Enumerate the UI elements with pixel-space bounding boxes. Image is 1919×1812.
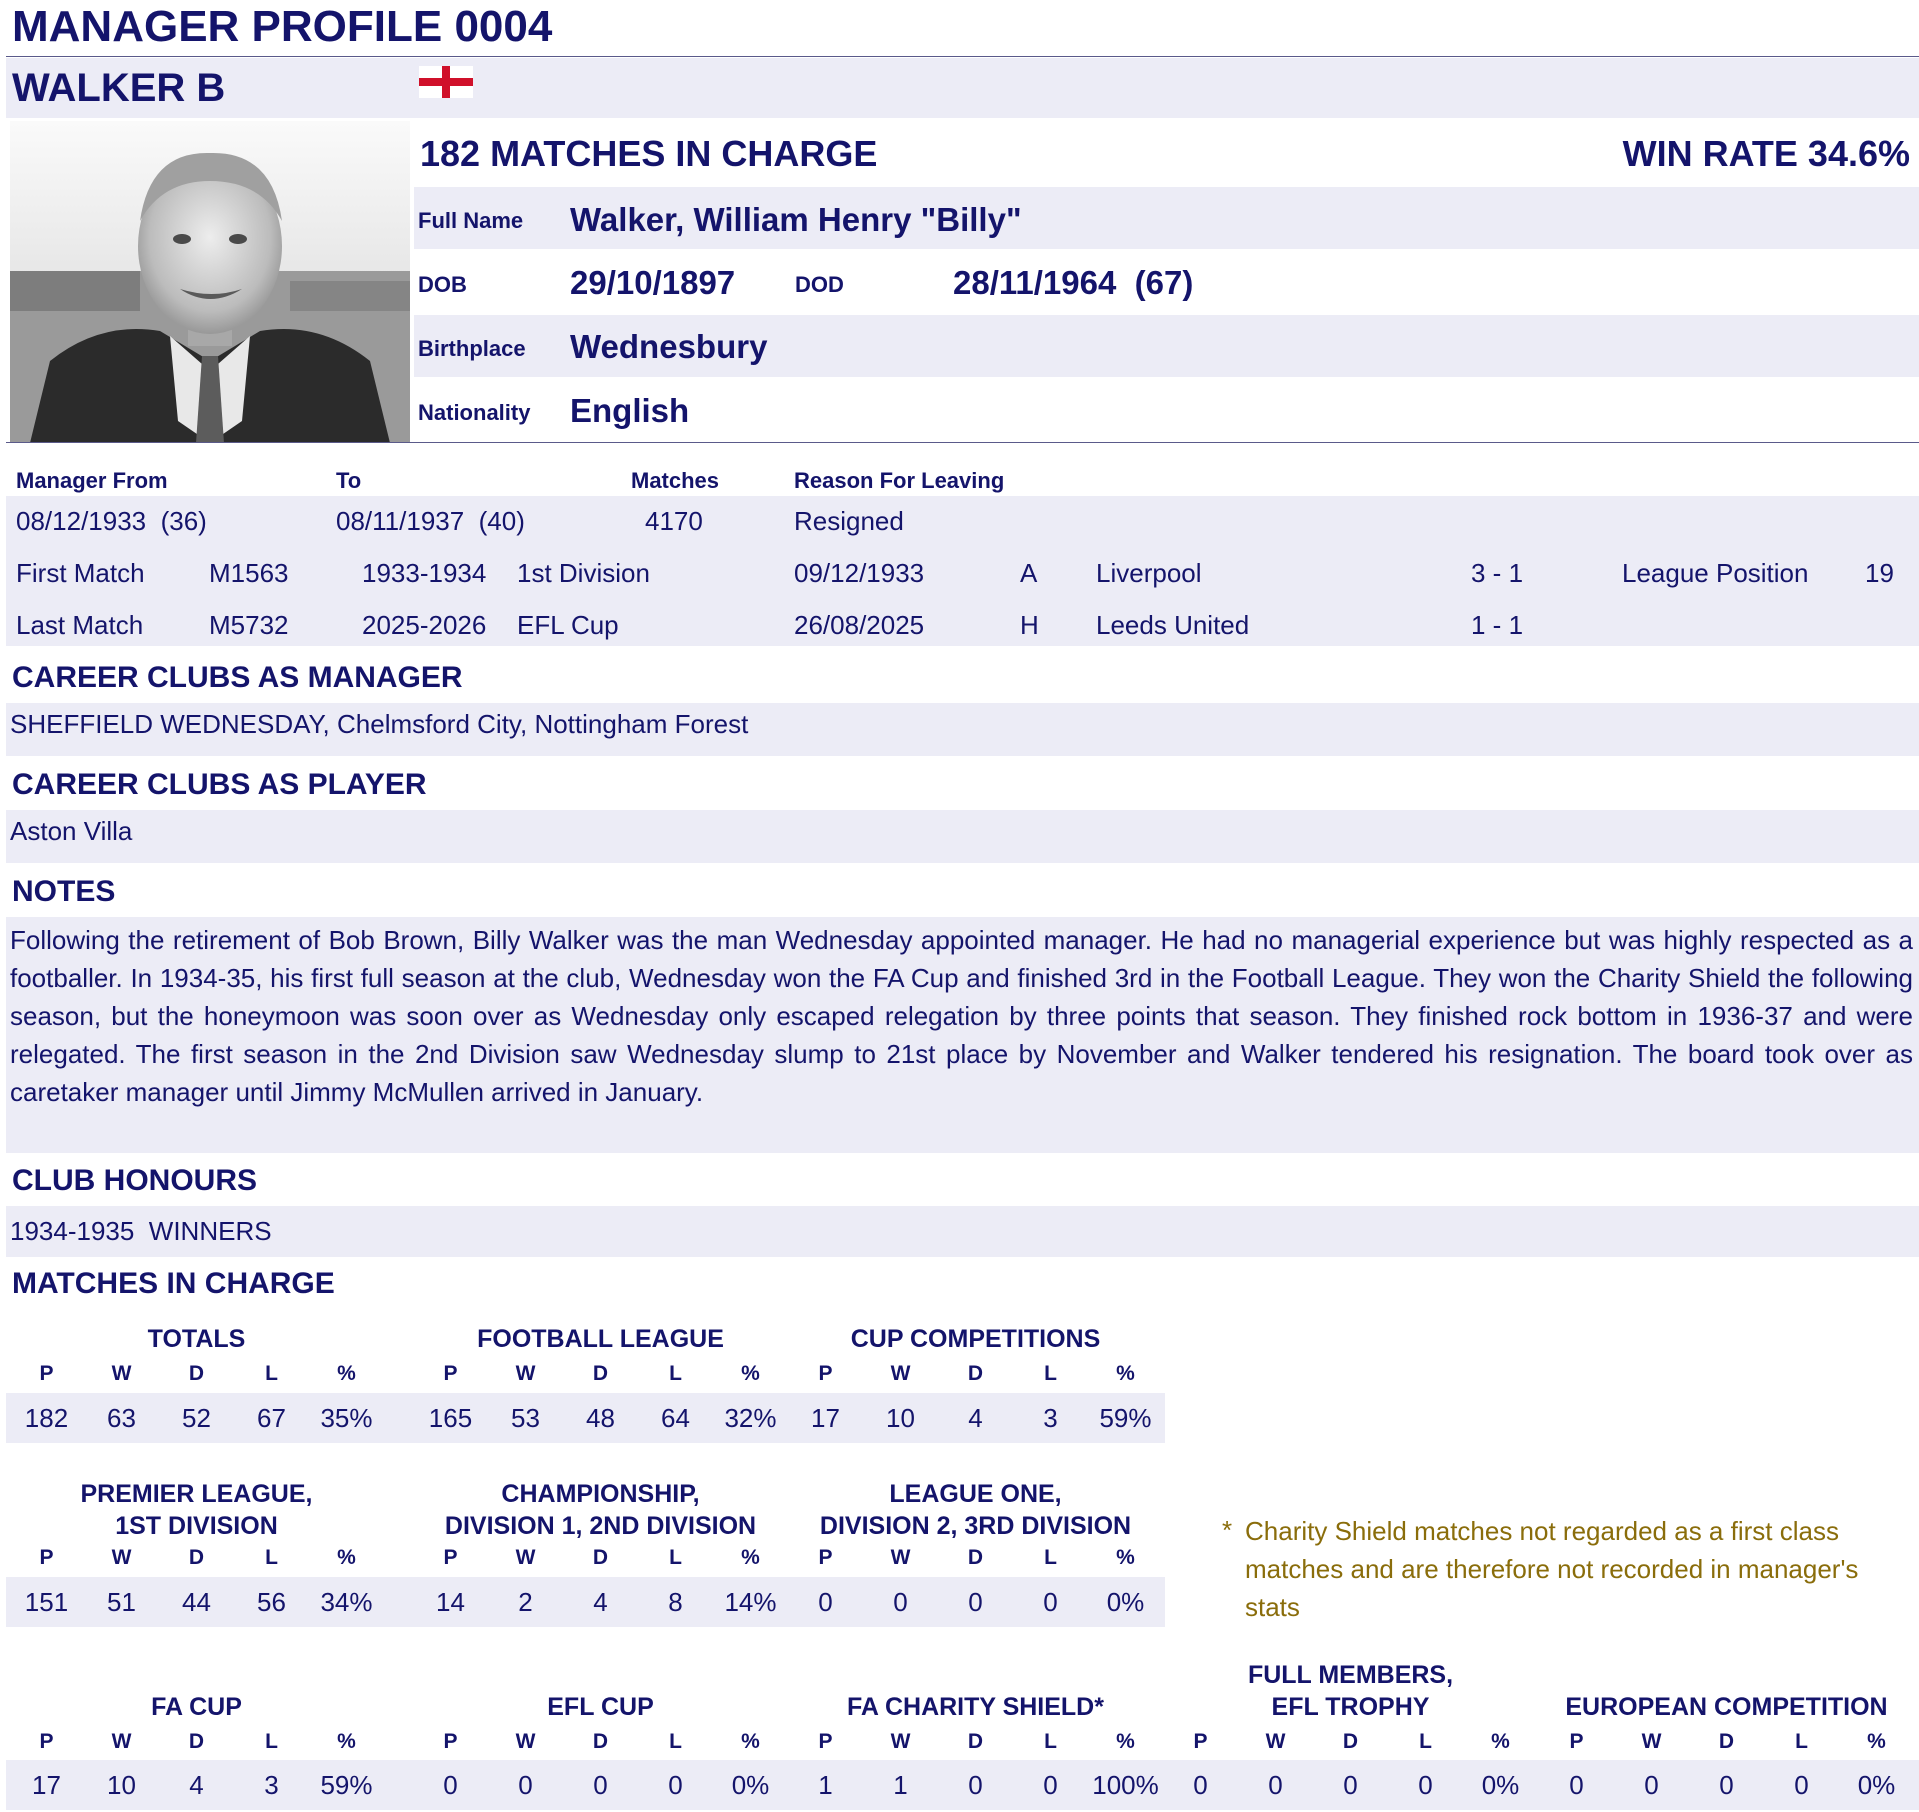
stat-col-header: W bbox=[111, 1730, 132, 1753]
notes-title: NOTES bbox=[12, 875, 116, 908]
stat-value: 17 bbox=[32, 1770, 61, 1800]
page-title: MANAGER PROFILE 0004 bbox=[12, 2, 553, 51]
stat-value: 0% bbox=[1857, 1770, 1896, 1800]
stat-col-header: P bbox=[1569, 1730, 1584, 1753]
stat-value: 0% bbox=[1481, 1770, 1520, 1800]
stat-value: 0 bbox=[443, 1770, 458, 1800]
stat-value: 3 bbox=[264, 1770, 279, 1800]
last-match-competition: EFL Cup bbox=[517, 610, 619, 640]
stat-col-header: P bbox=[39, 1730, 54, 1753]
stat-value: 1 bbox=[893, 1770, 908, 1800]
stat-value: 0 bbox=[1719, 1770, 1734, 1800]
honours-title: CLUB HONOURS bbox=[12, 1164, 257, 1197]
stat-col-header: W bbox=[515, 1362, 536, 1385]
last-match-label: Last Match bbox=[16, 610, 144, 640]
stat-col-header: % bbox=[337, 1546, 356, 1569]
title-divider bbox=[6, 56, 1919, 57]
stat-col-header: P bbox=[818, 1362, 833, 1385]
stat-col-header: P bbox=[818, 1730, 833, 1753]
stat-value: 63 bbox=[107, 1403, 136, 1433]
career-player-clubs: Aston Villa bbox=[10, 816, 133, 846]
honours-band bbox=[6, 1206, 1919, 1257]
tenure-from: 08/12/1933 (36) bbox=[16, 506, 207, 536]
stat-block-title: DIVISION 1, 2ND DIVISION bbox=[444, 1512, 757, 1540]
stat-value: 0 bbox=[818, 1587, 833, 1617]
last-match-opponent: Leeds United bbox=[1096, 610, 1250, 640]
stat-col-header: % bbox=[1116, 1546, 1135, 1569]
stat-col-header: L bbox=[1044, 1730, 1057, 1753]
full-name-label: Full Name bbox=[418, 208, 524, 233]
stat-col-header: P bbox=[39, 1546, 54, 1569]
stat-value: 53 bbox=[511, 1403, 540, 1433]
stat-value: 182 bbox=[24, 1403, 69, 1433]
stat-col-header: W bbox=[1265, 1730, 1286, 1753]
stat-block-title: DIVISION 2, 3RD DIVISION bbox=[819, 1512, 1132, 1540]
stat-block-title-line1: FULL MEMBERS, bbox=[1247, 1661, 1454, 1689]
league-position-value: 19 bbox=[1865, 558, 1894, 588]
stat-value: 4 bbox=[189, 1770, 204, 1800]
first-match-opponent: Liverpool bbox=[1096, 558, 1202, 588]
profile-divider bbox=[6, 442, 1919, 443]
stat-value: 17 bbox=[811, 1403, 840, 1433]
tenure-header-matches: Matches bbox=[631, 468, 720, 493]
stat-col-header: D bbox=[967, 1362, 984, 1385]
stat-block-title: EFL TROPHY bbox=[1271, 1693, 1430, 1721]
stat-col-header: L bbox=[1044, 1362, 1057, 1385]
last-match-score: 1 - 1 bbox=[1471, 610, 1524, 640]
tenure-header-to: To bbox=[336, 468, 362, 493]
stat-col-header: D bbox=[188, 1546, 205, 1569]
stat-col-header: W bbox=[515, 1546, 536, 1569]
stat-col-header: % bbox=[1116, 1730, 1135, 1753]
win-rate-headline: WIN RATE 34.6% bbox=[1622, 133, 1910, 174]
first-match-label: First Match bbox=[16, 558, 145, 588]
stat-block-title: CUP COMPETITIONS bbox=[850, 1325, 1101, 1353]
stat-col-header: D bbox=[967, 1546, 984, 1569]
dod-value: 28/11/1964 (67) bbox=[953, 264, 1194, 301]
stat-value: 67 bbox=[257, 1403, 286, 1433]
stat-value: 14 bbox=[436, 1587, 465, 1617]
stat-col-header: W bbox=[1641, 1730, 1662, 1753]
stat-col-header: % bbox=[1116, 1362, 1135, 1385]
stat-value: 0% bbox=[1106, 1587, 1145, 1617]
stat-value: 0 bbox=[1043, 1770, 1058, 1800]
stat-block-title: FA CHARITY SHIELD* bbox=[847, 1693, 1104, 1721]
stat-col-header: D bbox=[1342, 1730, 1359, 1753]
career-player-title: CAREER CLUBS AS PLAYER bbox=[12, 768, 427, 801]
stat-col-header: % bbox=[741, 1546, 760, 1569]
stat-col-header: D bbox=[592, 1730, 609, 1753]
stat-col-header: D bbox=[188, 1730, 205, 1753]
stat-col-header: W bbox=[890, 1362, 911, 1385]
stat-col-header: L bbox=[1795, 1730, 1808, 1753]
birthplace-label: Birthplace bbox=[418, 336, 526, 361]
last-match-season: 2025-2026 bbox=[362, 610, 487, 640]
tenure-header-reason: Reason For Leaving bbox=[794, 468, 1005, 493]
stat-value: 0 bbox=[668, 1770, 683, 1800]
last-match-date: 26/08/2025 bbox=[794, 610, 925, 640]
stat-value: 1 bbox=[818, 1770, 833, 1800]
stat-value: 0 bbox=[893, 1587, 908, 1617]
tenure-header-from: Manager From bbox=[16, 468, 168, 493]
stat-block-title: FA CUP bbox=[151, 1693, 242, 1721]
dob-label: DOB bbox=[418, 272, 467, 297]
stat-col-header: % bbox=[1867, 1730, 1886, 1753]
stat-value: 59% bbox=[1099, 1403, 1152, 1433]
stat-col-header: L bbox=[669, 1362, 682, 1385]
stat-block-title: TOTALS bbox=[147, 1325, 246, 1353]
matches-in-charge-headline: 182 MATCHES IN CHARGE bbox=[420, 133, 878, 174]
stat-value: 0 bbox=[1043, 1587, 1058, 1617]
tenure-matches: 4170 bbox=[645, 506, 703, 536]
career-player-band bbox=[6, 810, 1919, 863]
last-match-venue: H bbox=[1020, 610, 1039, 640]
stat-value: 44 bbox=[182, 1587, 211, 1617]
stat-block-title: EFL CUP bbox=[547, 1693, 654, 1721]
stat-value: 4 bbox=[968, 1403, 983, 1433]
footnote-star: * bbox=[1222, 1515, 1233, 1545]
matches-in-charge-title: MATCHES IN CHARGE bbox=[12, 1267, 335, 1300]
honours-text: 1934-1935 WINNERS bbox=[10, 1216, 272, 1246]
stat-col-header: L bbox=[669, 1730, 682, 1753]
stat-col-header: L bbox=[265, 1546, 278, 1569]
stat-value: 10 bbox=[886, 1403, 915, 1433]
stat-col-header: P bbox=[1193, 1730, 1208, 1753]
stat-col-header: % bbox=[337, 1730, 356, 1753]
manager-name: WALKER B bbox=[12, 66, 226, 110]
stat-value: 64 bbox=[661, 1403, 690, 1433]
stat-value: 32% bbox=[724, 1403, 777, 1433]
stat-value: 10 bbox=[107, 1770, 136, 1800]
stat-col-header: W bbox=[515, 1730, 536, 1753]
nationality-value: English bbox=[570, 392, 690, 429]
stat-col-header: % bbox=[741, 1362, 760, 1385]
stat-col-header: L bbox=[265, 1730, 278, 1753]
stat-value: 56 bbox=[257, 1587, 286, 1617]
stat-block-title-line1: PREMIER LEAGUE, bbox=[80, 1480, 313, 1508]
stat-value: 8 bbox=[668, 1587, 683, 1617]
stat-col-header: W bbox=[111, 1546, 132, 1569]
career-manager-clubs: SHEFFIELD WEDNESDAY, Chelmsford City, Nottingham Forest bbox=[10, 709, 749, 739]
stat-col-header: W bbox=[111, 1362, 132, 1385]
league-position-label: League Position bbox=[1622, 558, 1809, 588]
first-match-score: 3 - 1 bbox=[1471, 558, 1524, 588]
stat-value: 4 bbox=[593, 1587, 608, 1617]
stat-value: 0 bbox=[968, 1770, 983, 1800]
stat-value: 151 bbox=[24, 1587, 69, 1617]
manager-portrait-photo bbox=[10, 121, 410, 443]
stat-value: 0 bbox=[1343, 1770, 1358, 1800]
full-name-value: Walker, William Henry "Billy" bbox=[570, 201, 1022, 238]
career-manager-title: CAREER CLUBS AS MANAGER bbox=[12, 661, 463, 694]
birthplace-value: Wednesbury bbox=[570, 328, 768, 365]
stat-col-header: % bbox=[741, 1730, 760, 1753]
stat-col-header: P bbox=[818, 1546, 833, 1569]
stat-block-title-line1: LEAGUE ONE, bbox=[889, 1480, 1062, 1508]
stat-col-header: L bbox=[669, 1546, 682, 1569]
notes-text: Following the retirement of Bob Brown, Billy Walker was the man Wednesday appointed manager. He had no managerial experience but was highly respected as a footballer. In 1934-35, his first full season at the club, Wednesday won the FA Cup and finished 3rd in the Football League. They won the Charity Shield the following season, but the honeymoon was soon over as Wednesday only escaped relegation by three points that season. They finished rock bottom in 1936-37 and were relegated. The first season in the 2nd Division saw Wednesday slump to 21st place by November and Walker tendered his resignation. The board took over as caretaker manager until Jimmy McMullen arrived in January. bbox=[10, 925, 1913, 1107]
stat-value: 0% bbox=[731, 1770, 770, 1800]
stat-value: 48 bbox=[586, 1403, 615, 1433]
dob-value: 29/10/1897 bbox=[570, 264, 736, 301]
stat-block-title: EUROPEAN COMPETITION bbox=[1565, 1693, 1888, 1721]
first-match-competition: 1st Division bbox=[517, 558, 650, 588]
dod-label: DOD bbox=[795, 272, 844, 297]
stat-block-title: FOOTBALL LEAGUE bbox=[477, 1325, 724, 1353]
tenure-to: 08/11/1937 (40) bbox=[336, 506, 525, 536]
stat-value: 100% bbox=[1092, 1770, 1159, 1800]
stat-value: 35% bbox=[320, 1403, 373, 1433]
tenure-reason: Resigned bbox=[794, 506, 904, 536]
first-match-season: 1933-1934 bbox=[362, 558, 487, 588]
stat-value: 0 bbox=[518, 1770, 533, 1800]
charity-shield-footnote: Charity Shield matches not regarded as a first class matches and are therefore not recorded in manager's stats bbox=[1245, 1516, 1859, 1622]
stat-value: 52 bbox=[182, 1403, 211, 1433]
stat-col-header: P bbox=[443, 1546, 458, 1569]
stat-value: 51 bbox=[107, 1587, 136, 1617]
stat-col-header: D bbox=[967, 1730, 984, 1753]
last-match-code[interactable]: M5732 bbox=[209, 610, 289, 640]
stat-block-title-line1: CHAMPIONSHIP, bbox=[501, 1480, 700, 1508]
stat-value: 14% bbox=[724, 1587, 777, 1617]
stat-value: 0 bbox=[1418, 1770, 1433, 1800]
stat-col-header: D bbox=[1718, 1730, 1735, 1753]
stat-value: 0 bbox=[1193, 1770, 1208, 1800]
first-match-venue: A bbox=[1020, 558, 1038, 588]
stat-col-header: L bbox=[1419, 1730, 1432, 1753]
stat-col-header: L bbox=[1044, 1546, 1057, 1569]
stat-col-header: W bbox=[890, 1730, 911, 1753]
name-band bbox=[6, 58, 1919, 118]
stat-col-header: W bbox=[890, 1546, 911, 1569]
england-flag-icon bbox=[419, 66, 473, 98]
stat-value: 34% bbox=[320, 1587, 373, 1617]
stat-col-header: P bbox=[443, 1362, 458, 1385]
stat-value: 0 bbox=[1644, 1770, 1659, 1800]
stat-col-header: % bbox=[337, 1362, 356, 1385]
stat-col-header: D bbox=[592, 1362, 609, 1385]
first-match-date: 09/12/1933 bbox=[794, 558, 925, 588]
stat-col-header: D bbox=[592, 1546, 609, 1569]
first-match-code[interactable]: M1563 bbox=[209, 558, 289, 588]
stat-col-header: % bbox=[1491, 1730, 1510, 1753]
nationality-label: Nationality bbox=[418, 400, 531, 425]
stat-col-header: P bbox=[443, 1730, 458, 1753]
stat-value: 165 bbox=[428, 1403, 473, 1433]
stat-value: 0 bbox=[593, 1770, 608, 1800]
stat-block-title: 1ST DIVISION bbox=[115, 1512, 278, 1540]
stat-col-header: D bbox=[188, 1362, 205, 1385]
stat-value: 0 bbox=[1569, 1770, 1584, 1800]
stat-col-header: P bbox=[39, 1362, 54, 1385]
stat-value: 0 bbox=[968, 1587, 983, 1617]
stat-value: 3 bbox=[1043, 1403, 1058, 1433]
stat-value: 0 bbox=[1268, 1770, 1283, 1800]
stat-col-header: L bbox=[265, 1362, 278, 1385]
stat-value: 2 bbox=[518, 1587, 533, 1617]
stat-value: 59% bbox=[320, 1770, 373, 1800]
stat-value: 0 bbox=[1794, 1770, 1809, 1800]
